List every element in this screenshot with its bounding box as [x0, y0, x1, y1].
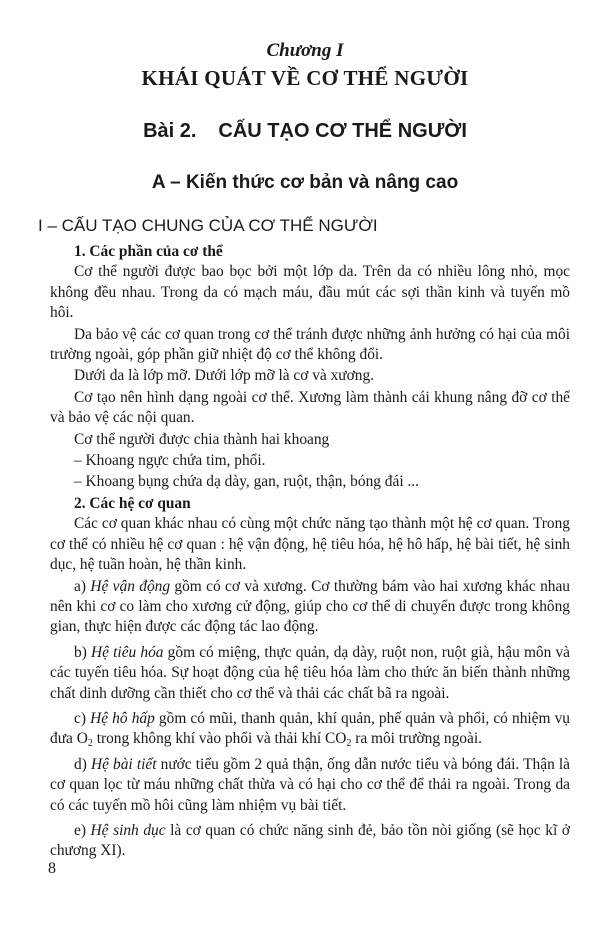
- item-term: Hệ vận động: [90, 577, 171, 595]
- chapter-label: Chương I: [266, 40, 344, 61]
- item-term: Hệ bài tiết: [90, 755, 157, 773]
- item-e: [50, 821, 570, 862]
- item-text: gồm có miệng, thực quản, dạ dày, ruột non, ruột già, hậu môn và các tuyến tiêu hóa. Sự hoạt động của hệ tiêu hóa làm cho thức ăn biến thành những chất dinh dưỡng cần thiết cho cơ thể và thải các chất bã ra ngoài.: [50, 643, 571, 702]
- item-label: e): [74, 821, 91, 839]
- paragraph: Da bảo vệ các cơ quan trong cơ thể tránh được những ảnh hưởng có hại của môi trường ngoài, góp phần giữ nhiệt độ cơ thể không đổi.: [50, 325, 570, 364]
- lesson-title: CẤU TẠO CƠ THỂ NGƯỜI: [218, 120, 467, 142]
- item-d: [50, 755, 570, 816]
- paragraph: Cơ thể người được bao bọc bởi một lớp da. Trên da có nhiều lông nhỏ, mọc không đều nhau. Trong da có mạch máu, đầu mút các sợi thần kinh và tuyến mồ hôi.: [50, 263, 570, 322]
- item-text: gồm có mũi, thanh quản, khí quản, phế quản và phổi, có nhiệm vụ đưa O: [50, 709, 570, 748]
- part1-heading: 1. Các phần của cơ thể: [74, 243, 223, 260]
- item-term: Hệ sinh dục: [90, 821, 166, 839]
- body-text: [50, 242, 570, 863]
- paragraph: Cơ tạo nên hình dạng ngoài cơ thể. Xương làm thành cái khung nâng đỡ cơ thể và bảo vệ các nội quan.: [50, 388, 570, 427]
- item-text: ra môi trường ngoài.: [351, 730, 482, 748]
- lesson-heading: [0, 120, 610, 143]
- subscript: 2: [346, 738, 352, 750]
- item-label: a): [74, 577, 91, 595]
- item-term: Hệ tiêu hóa: [91, 643, 164, 661]
- section-a-heading: A – Kiến thức cơ bản và nâng cao: [151, 172, 459, 193]
- item-label: d): [74, 755, 91, 773]
- item-term: Hệ hô hấp: [90, 709, 155, 727]
- item-text: nước tiểu gồm 2 quả thận, ống dẫn nước tiểu và bóng đái. Thận là cơ quan lọc từ máu những chất thừa và có hại cho cơ thể để thải ra ngoài. Trong da có các tuyến mồ hôi cũng làm nhiệm vụ bài tiết.: [50, 755, 570, 814]
- item-label: c): [74, 709, 91, 727]
- page-number: 8: [48, 860, 56, 877]
- item-label: b): [74, 643, 92, 661]
- list-item: – Khoang bụng chứa dạ dày, gan, ruột, thận, bóng đái ...: [74, 473, 420, 491]
- lesson-number: Bài 2.: [143, 120, 197, 142]
- section-1-heading: I – CẤU TẠO CHUNG CỦA CƠ THỂ NGƯỜI: [38, 216, 378, 235]
- item-b: [50, 643, 570, 704]
- list-item: – Khoang ngực chứa tim, phổi.: [74, 452, 266, 470]
- subscript: 2: [87, 738, 93, 750]
- part2-heading: 2. Các hệ cơ quan: [74, 494, 191, 512]
- item-text: trong không khí vào phổi và thải khí CO: [92, 730, 347, 748]
- item-text: gồm có cơ và xương. Cơ thường bám vào hai xương khác nhau nên khi cơ co làm cho xương cử động, giúp cho cơ thể di chuyển được trong không gian, thực hiện được các động tác lao động.: [50, 577, 570, 636]
- item-c: [50, 709, 570, 750]
- paragraph: Các cơ quan khác nhau có cùng một chức năng tạo thành một hệ cơ quan. Trong cơ thể có nhiều hệ cơ quan : hệ vận động, hệ tiêu hóa, hệ hô hấp, hệ bài tiết, hệ sinh dục, hệ tuần hoàn, hệ thần kinh.: [50, 515, 570, 574]
- paragraph: Cơ thể người được chia thành hai khoang: [74, 430, 330, 448]
- item-a: [50, 577, 570, 638]
- paragraph: Dưới da là lớp mỡ. Dưới lớp mỡ là cơ và xương.: [74, 367, 375, 385]
- chapter-title: KHÁI QUÁT VỀ CƠ THỂ NGƯỜI: [141, 66, 469, 90]
- item-text: là cơ quan có chức năng sinh đẻ, bảo tồn nòi giống (sẽ học kĩ ở chương XI).: [50, 821, 570, 860]
